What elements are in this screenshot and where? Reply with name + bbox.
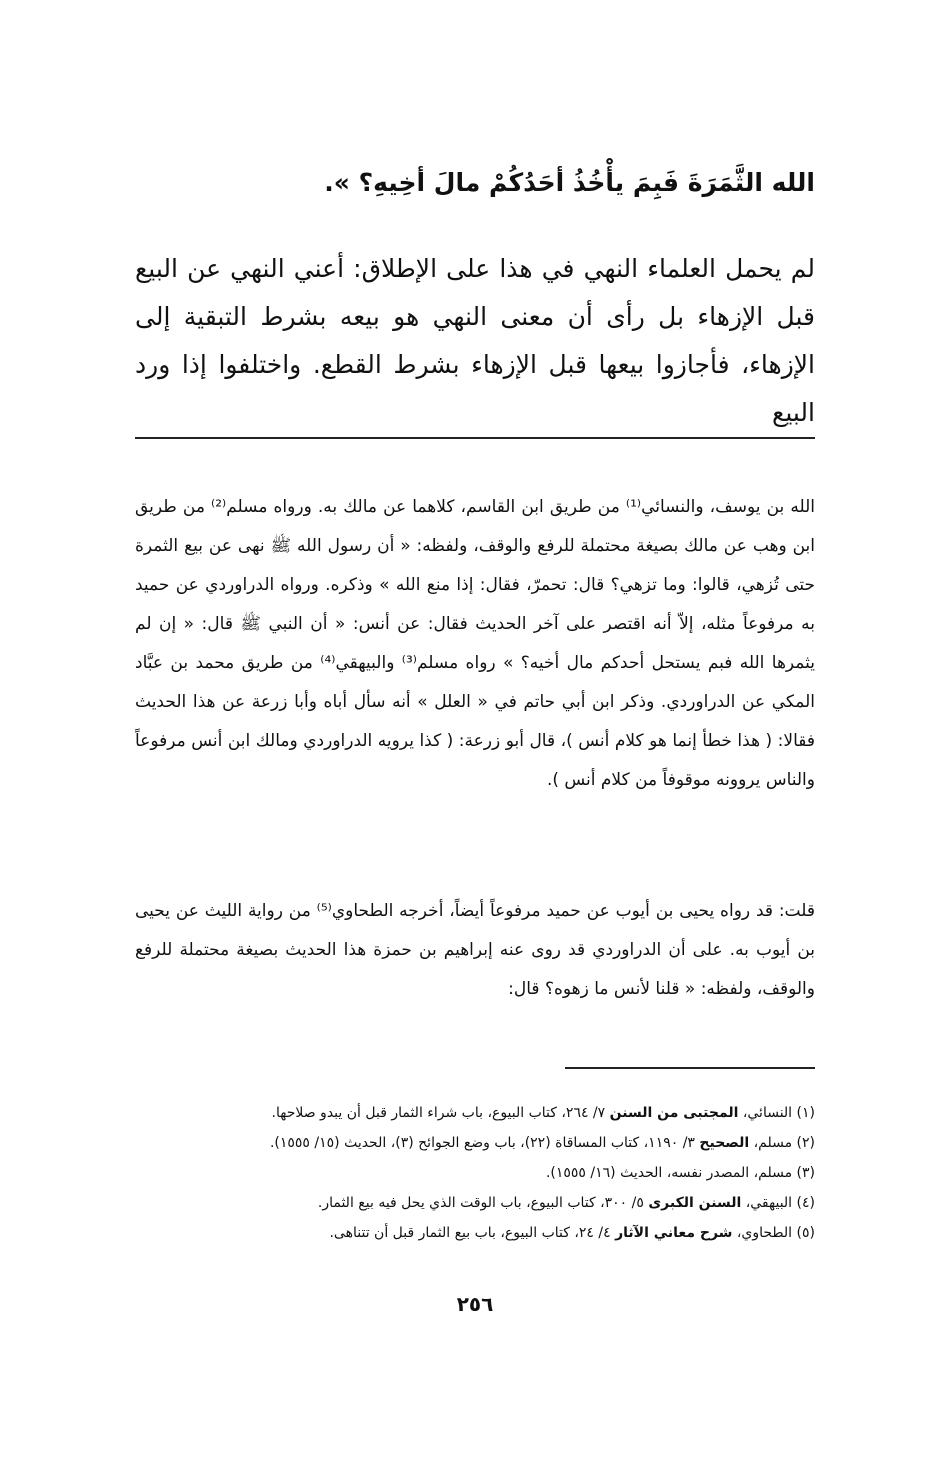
footnote-number: (٣) xyxy=(796,1165,815,1181)
footnote-reference: ٤/ ٢٤، كتاب البيوع، باب بيع الثمار قبل أن تتناهى. xyxy=(329,1225,616,1241)
footnote-item xyxy=(125,1128,815,1158)
footnote-reference: ٧/ ٢٦٤، كتاب البيوع، باب شراء الثمار قبل أن يبدو صلاحها. xyxy=(271,1105,610,1121)
footnote-divider xyxy=(565,1067,815,1069)
footnote-source-title: الصحيح xyxy=(699,1135,750,1151)
commentary-paragraph: قلت: قد رواه يحيى بن أيوب عن حميد مرفوعاً أيضاً، أخرجه الطحاوي⁽⁵⁾ من رواية الليث عن يحيى بن أيوب به. على أن الدراوردي قد روى عنه إبراهيم بن حمزة هذا الحديث بصيغة محتملة للرفع والوقف، ولفظه: « قلنا لأنس ما زهوه؟ قال: xyxy=(135,901,815,999)
page-number: ٢٥٦ xyxy=(456,1292,494,1316)
footnote-source-title: المجتبى من السنن xyxy=(609,1105,739,1121)
footnote-reference: ٥/ ٣٠٠، كتاب البيوع، باب الوقت الذي يحل فيه بيع الثمار. xyxy=(317,1195,649,1211)
footnote-source-title: شرح معاني الآثار xyxy=(615,1225,733,1241)
quoted-hadith-ending: الله الثَّمَرَةَ فَبِمَ يأْخُذُ أحَدُكُمْ مالَ أخِيهِ؟ ». xyxy=(324,168,815,197)
footnote-item xyxy=(125,1218,815,1248)
footnotes-list xyxy=(125,1098,815,1248)
footnote-source-title: السنن الكبرى xyxy=(648,1195,742,1211)
footnote-author: مسلم، xyxy=(749,1135,793,1151)
footnote-item xyxy=(125,1188,815,1218)
footnote-number: (١) xyxy=(796,1105,815,1121)
footnote-author: الطحاوي، xyxy=(732,1225,793,1241)
footnote-author: النسائي، xyxy=(738,1105,793,1121)
footnote-item xyxy=(125,1158,815,1188)
footnote-reference: ٣/ ١١٩٠، كتاب المساقاة (٢٢)، باب وضع الجوائح (٣)، الحديث (١٥/ ١٥٥٥). xyxy=(269,1135,700,1151)
footnote-item xyxy=(125,1098,815,1128)
footnote-author: البيهقي، xyxy=(741,1195,793,1211)
footnote-author: مسلم، المصدر نفسه، الحديث (١٦/ ١٥٥٥). xyxy=(545,1165,793,1181)
footnote-number: (٥) xyxy=(796,1225,815,1241)
main-text-divider xyxy=(135,437,815,439)
footnote-number: (٤) xyxy=(796,1195,815,1211)
main-paragraph: لم يحمل العلماء النهي في هذا على الإطلاق: أعني النهي عن البيع قبل الإزهاء بل رأى أن معنى النهي هو بيعه بشرط التبقية إلى الإزهاء، فأجازوا بيعها قبل الإزهاء بشرط القطع. واختلفوا إذا ورد البيع xyxy=(135,254,815,427)
footnote-number: (٢) xyxy=(796,1135,815,1151)
commentary-paragraph: الله بن يوسف، والنسائي⁽¹⁾ من طريق ابن القاسم، كلاهما عن مالك به. ورواه مسلم⁽²⁾ من طريق ابن وهب عن مالك بصيغة محتملة للرفع والوقف، ولفظه: « أن رسول الله ﷺ نهى عن بيع الثمرة حتى تُزهي، قالوا: وما تزهي؟ قال: تحمرّ، فقال: إذا منع الله » وذكره. ورواه الدراوردي عن حميد به مرفوعاً مثله، إلاّ أنه اقتصر على آخر الحديث فقال: عن أنس: « أن النبي ﷺ قال: « إن لم يثمرها الله فبم يستحل أحدكم مال أخيه؟ » رواه مسلم⁽³⁾ والبيهقي⁽⁴⁾ من طريق محمد بن عبَّاد المكي عن الدراوردي. وذكر ابن أبي حاتم في « العلل » أنه سأل أباه وأبا زرعة عن هذا الحديث فقالا: ( هذا خطأ إنما هو كلام أنس )، قال أبو زرعة: ( كذا يرويه الدراوردي ومالك ابن أنس مرفوعاً والناس يروونه موقوفاً من كلام أنس ). xyxy=(135,497,815,790)
